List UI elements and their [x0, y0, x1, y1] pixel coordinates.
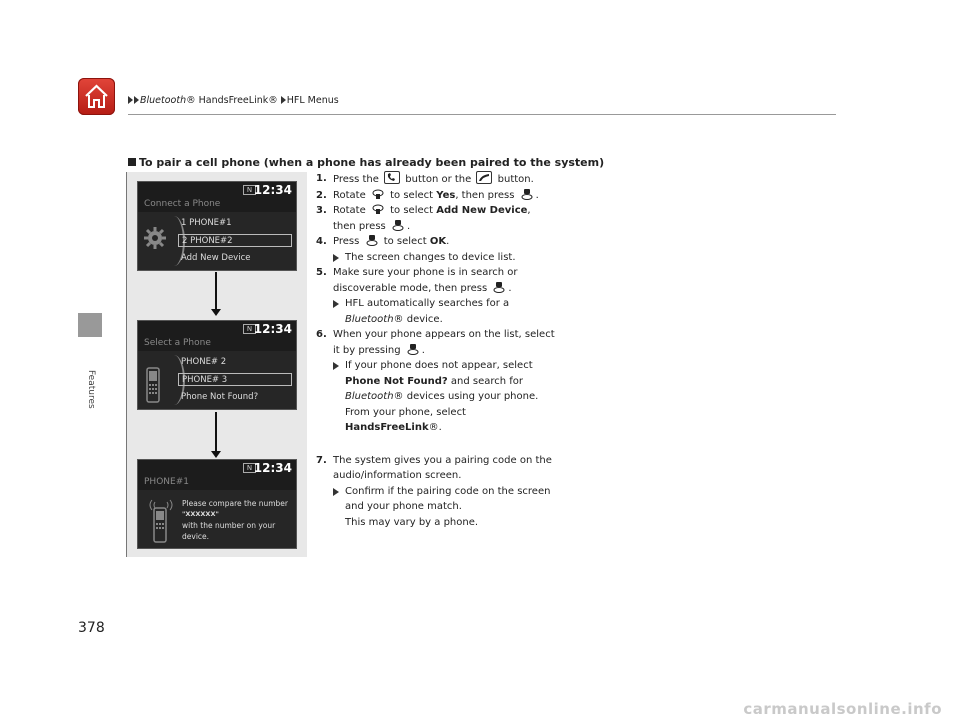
- phone-signal-icon: [146, 494, 176, 544]
- pairing-code: "XXXXXX": [182, 510, 219, 518]
- clock: 12:34: [253, 183, 292, 197]
- screen-select-phone: [137, 320, 297, 410]
- screen-title: Select a Phone: [144, 338, 211, 348]
- list-item[interactable]: PHONE# 2: [181, 357, 227, 367]
- north-badge: N: [243, 463, 256, 473]
- list-item-add-device[interactable]: Add New Device: [181, 253, 251, 263]
- screen-title: Connect a Phone: [144, 199, 221, 209]
- instructions: [316, 171, 576, 530]
- section-title: To pair a cell phone (when a phone has already been paired to the system): [128, 156, 604, 169]
- watermark: carmanualsonline.info: [743, 700, 942, 718]
- list-item[interactable]: 1 PHONE#1: [181, 218, 232, 228]
- list-item-phone-not-found[interactable]: Phone Not Found?: [181, 392, 259, 402]
- step-7: 7. The system gives you a pairing code on the audio/information screen. Confirm if the pairing code on the screen and your phone match. This may vary by a phone.: [316, 454, 552, 528]
- breadcrumb: Bluetooth® HandsFreeLink® HFL Menus: [128, 95, 339, 106]
- clock: 12:34: [253, 461, 292, 475]
- home-button[interactable]: [78, 78, 115, 115]
- pairing-message: Please compare the number "XXXXXX" with the number on your device.: [182, 498, 294, 542]
- clock: 12:34: [253, 322, 292, 336]
- features-tab-marker[interactable]: [78, 313, 102, 337]
- list-item-selected[interactable]: 2 PHONE#2: [178, 234, 292, 247]
- home-icon: [83, 83, 110, 110]
- header-divider: [128, 114, 836, 115]
- screen-pairing-code: [137, 459, 297, 549]
- step-4: 4. Press to select OK. The screen changes to device list.: [316, 236, 516, 263]
- north-badge: N: [243, 324, 256, 334]
- cell-phone-icon: [146, 367, 160, 403]
- breadcrumb-link[interactable]: HFL Menus: [286, 95, 339, 106]
- phone-button-icon: [384, 171, 400, 184]
- interface-dial-press-icon: [391, 219, 405, 231]
- interface-dial-press-icon: [492, 281, 506, 293]
- step-6: 6. When your phone appears on the list, select it by pressing . If your phone does not appear, select Phone Not Found? and search for Bluetooth® devices using your phone. From your phone, select HandsFreeLink®.: [316, 329, 555, 433]
- step-3: 3. Rotate to select Add New Device, then press .: [316, 205, 531, 232]
- screen-connect-phone: [137, 181, 297, 271]
- screen-title: PHONE#1: [144, 477, 189, 487]
- page-number: 378: [78, 620, 105, 636]
- interface-dial-press-icon: [520, 188, 534, 200]
- interface-dial-press-icon: [406, 343, 420, 355]
- step-5: 5. Make sure your phone is in search or discoverable mode, then press . HFL automatically searches for a Bluetooth® device.: [316, 267, 518, 325]
- list-item-selected[interactable]: PHONE# 3: [178, 373, 292, 386]
- interface-dial-rotate-icon: [371, 188, 385, 200]
- step-1: 1. Press the button or the button.: [316, 173, 534, 185]
- pick-up-button-icon: [476, 171, 492, 184]
- interface-dial-press-icon: [365, 234, 379, 246]
- north-badge: N: [243, 185, 256, 195]
- interface-dial-rotate-icon: [371, 203, 385, 215]
- step-2: 2. Rotate to select Yes, then press .: [316, 189, 539, 201]
- side-label: Features: [86, 370, 96, 409]
